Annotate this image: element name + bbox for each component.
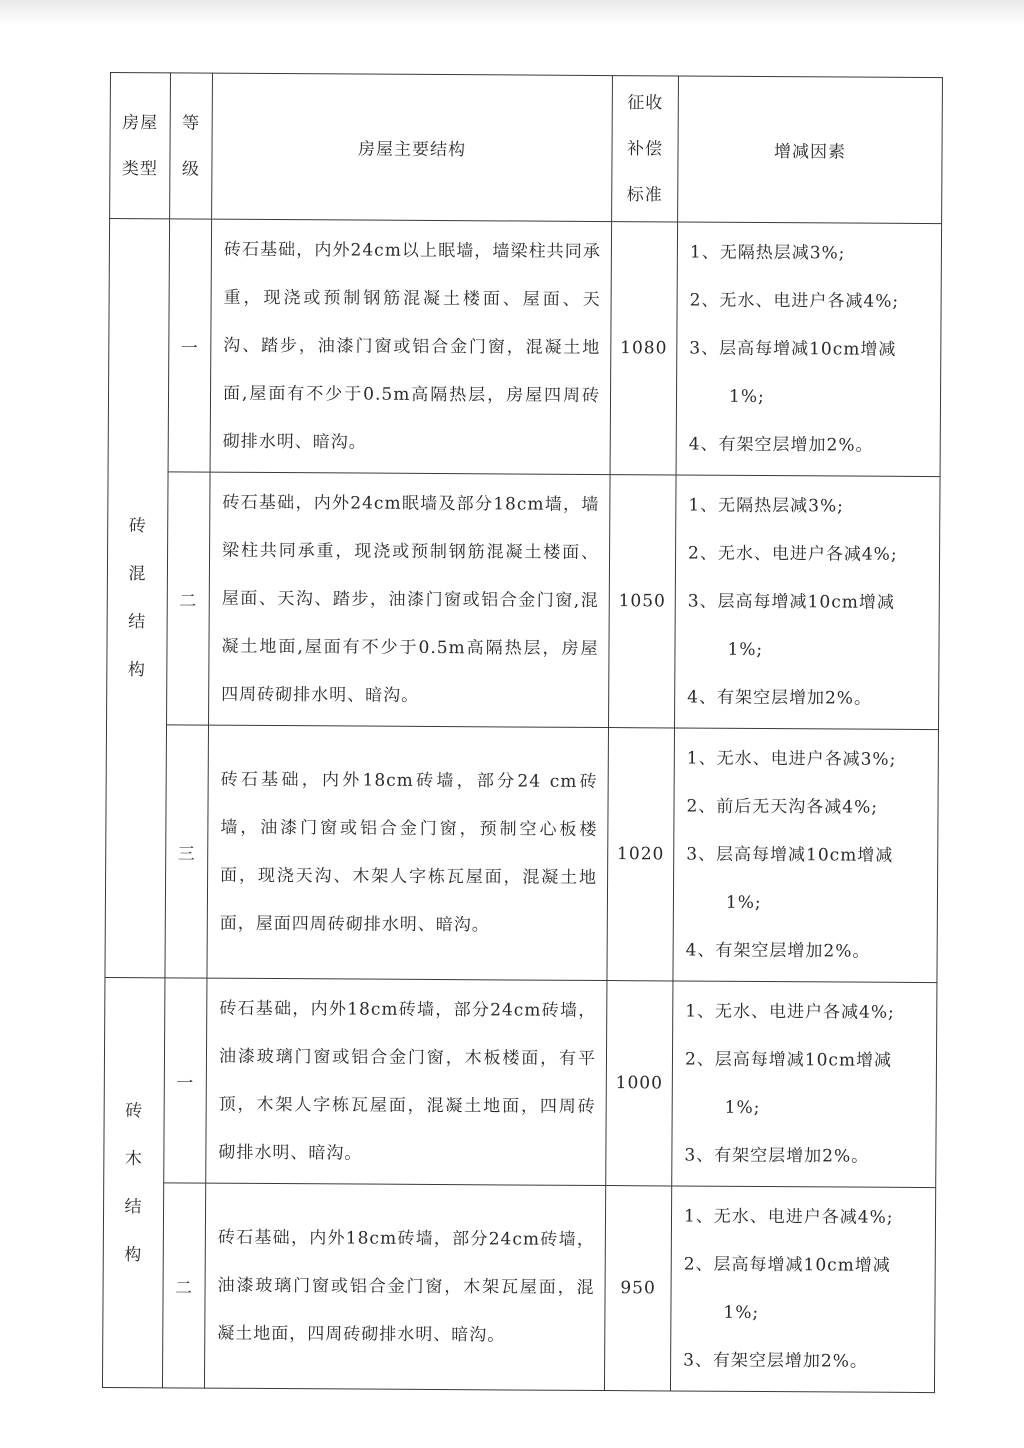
table-row	[107, 471, 941, 729]
standard-cell: 950	[604, 1186, 671, 1391]
header-standard	[612, 76, 679, 222]
structure-cell: 砖石基础，内外18cm砖墙，部分24 cm砖墙，油漆门窗或铝合金门窗，预制空心板楼面，现浇天沟、木架人字栋瓦屋面，混凝土地面，屋面四周砖砌排水明、暗沟。	[207, 725, 609, 980]
factor-line: 4、有架空层增加2%。	[685, 940, 871, 962]
standard-cell: 1050	[609, 475, 677, 728]
table-row	[104, 977, 937, 1187]
header-type-line: 房屋	[122, 112, 159, 133]
header-row	[110, 73, 943, 224]
grade-cell: 三	[165, 725, 209, 978]
factor-line: 4、有架空层增加2%。	[687, 687, 873, 709]
header-grade	[170, 73, 213, 219]
factors-cell	[670, 1186, 935, 1393]
factor-line: 3、层高每增减10cm增减	[686, 844, 894, 866]
header-standard-line: 标准	[626, 184, 663, 205]
compensation-table	[102, 72, 943, 1393]
header-grade-line: 级	[181, 158, 200, 180]
house-type-char: 构	[127, 660, 146, 681]
grade-cell: 一	[164, 978, 207, 1183]
factor-line: 1、无隔热层减3%;	[688, 495, 844, 517]
standard-cell: 1080	[610, 222, 678, 475]
grade-cell: 二	[162, 1183, 205, 1388]
factor-line: 2、无水、电进户各减4%;	[689, 290, 900, 312]
grade-cell: 二	[167, 472, 211, 725]
header-standard-line: 征收	[627, 92, 664, 113]
factors-cell	[676, 222, 942, 477]
factor-line: 1、无隔热层减3%;	[689, 242, 846, 264]
factor-line: 1、无水、电进户各减4%;	[683, 1206, 894, 1228]
factors-cell	[675, 475, 941, 730]
structure-cell: 砖石基础，内外18cm砖墙，部分24cm砖墙，油漆玻璃门窗或铝合金门窗，木板楼面，有平顶，木架人字栋瓦屋面，混凝土地面，四周砖砌排水明、暗沟。	[206, 978, 607, 1185]
standard-cell: 1000	[606, 981, 673, 1186]
factor-line: 1%;	[724, 1097, 761, 1118]
factor-line: 3、层高每增减10cm增减	[687, 591, 895, 613]
table-row	[105, 724, 939, 982]
table-row	[108, 219, 942, 477]
house-type-char: 混	[128, 564, 147, 585]
header-grade-line: 等	[182, 112, 201, 134]
factor-line: 3、有架空层增加2%。	[683, 1350, 868, 1372]
scan-edge	[0, 0, 1024, 26]
structure-cell: 砖石基础，内外24cm以上眠墙，墙梁柱共同承重，现浇或预制钢筋混凝土楼面、屋面、天沟、踏步，油漆门窗或铝合金门窗，混凝土地面,屋面有不少于0.5m高隔热层，房屋四周砖砌排水明、暗沟。	[210, 219, 612, 474]
factor-line: 4、有架空层增加2%。	[688, 434, 874, 456]
factor-line: 3、层高每增减10cm增减	[689, 338, 897, 360]
factor-line: 2、层高每增减10cm增减	[683, 1254, 891, 1276]
house-type-char: 结	[124, 1196, 143, 1217]
house-type-cell	[102, 977, 165, 1387]
factor-line: 1%;	[727, 639, 764, 661]
house-type-char: 结	[128, 612, 147, 633]
house-type-char: 砖	[125, 1100, 144, 1121]
house-type-cell	[105, 219, 170, 978]
factor-line: 1%;	[723, 1302, 760, 1323]
house-type-char: 木	[124, 1148, 143, 1169]
header-standard-line: 补偿	[626, 138, 664, 159]
header-type	[110, 73, 171, 219]
table-body	[102, 73, 942, 1393]
structure-cell: 砖石基础，内外18cm砖墙，部分24cm砖墙，油漆玻璃门窗或铝合金门窗，木架瓦屋面，混凝土地面，四周砖砌排水明、暗沟。	[204, 1183, 605, 1390]
factor-line: 1、无水、电进户各减3%;	[686, 748, 897, 770]
table-row	[102, 1182, 935, 1392]
factor-line: 2、前后无天沟各减4%;	[686, 796, 879, 818]
factor-line: 1%;	[728, 386, 765, 408]
factors-cell	[672, 981, 937, 1188]
factor-line: 2、无水、电进户各减4%;	[688, 543, 898, 565]
grade-cell: 一	[168, 219, 212, 472]
header-structure: 房屋主要结构	[212, 73, 613, 221]
house-type-char: 构	[124, 1244, 143, 1265]
factor-line: 1%;	[725, 892, 762, 913]
header-type-line: 类型	[121, 158, 158, 179]
factor-line: 3、有架空层增加2%。	[684, 1145, 870, 1167]
header-factors: 增减因素	[678, 76, 943, 224]
factors-cell	[673, 728, 939, 983]
structure-cell: 砖石基础，内外24cm眠墙及部分18cm墙，墙梁柱共同承重，现浇或预制钢筋混凝土楼面、屋面、天沟、踏步，油漆门窗或铝合金门窗,混凝土地面,屋面有不少于0.5m高隔热层，房屋四周砖砌排水明、暗沟。	[209, 472, 611, 727]
house-type-char: 砖	[128, 516, 147, 537]
factor-line: 2、层高每增减10cm增减	[684, 1049, 893, 1071]
standard-cell: 1020	[607, 728, 675, 981]
factor-line: 1、无水、电进户各减4%;	[685, 1001, 895, 1023]
